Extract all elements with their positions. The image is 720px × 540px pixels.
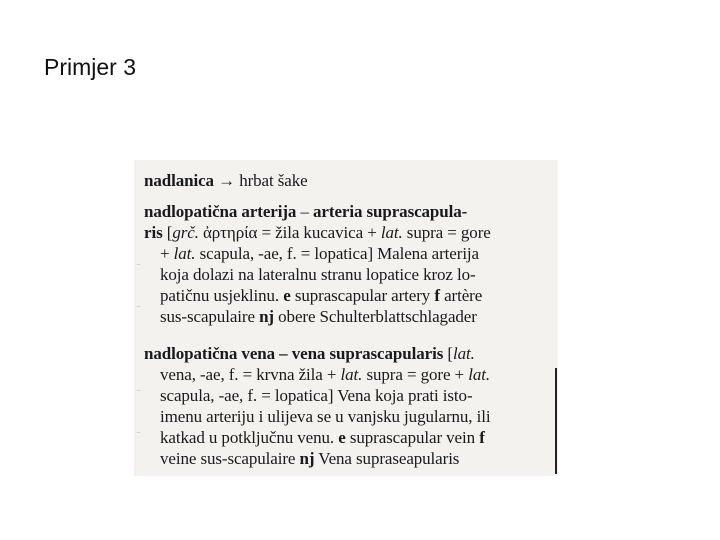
latin-term-continued: ris	[144, 223, 163, 242]
bleed-through-mark: -	[136, 424, 141, 440]
bracket: [	[166, 223, 173, 242]
dictionary-entry-nadlopaticna-arterija	[144, 201, 554, 327]
slide-title: Primjer 3	[44, 54, 137, 80]
entry-headword: nadlopatična vena – vena suprascapularis	[144, 344, 444, 363]
definition-text: koja dolazi na lateralnu stranu lopatice kroz lo-	[160, 265, 476, 284]
translation-text: artère	[444, 286, 483, 305]
bleed-through-mark: -	[136, 298, 141, 314]
language-marker-german: nj	[259, 307, 274, 326]
translation-text: sus-scapulaire	[160, 307, 255, 326]
translation-text: suprascapular artery	[294, 286, 431, 305]
scanned-dictionary-excerpt	[134, 160, 558, 476]
etymology-text: ἀρτηρία = žila kucavica +	[202, 223, 377, 242]
arrow-glyph: →	[218, 171, 236, 190]
translation-text: suprascapular vein	[349, 428, 476, 447]
translation-text: Vena supraseapularis	[318, 449, 460, 468]
etymology-text: supra = gore	[406, 223, 491, 242]
language-abbrev: lat.	[452, 344, 475, 363]
language-abbrev: lat.	[340, 365, 363, 384]
definition-text: scapula, -ae, f. = lopatica] Vena koja prati isto-	[160, 386, 473, 405]
language-marker-french: f	[434, 286, 440, 305]
language-abbrev: lat.	[468, 365, 490, 384]
translation-text: veine sus-scapulaire	[160, 449, 296, 468]
language-marker-french: f	[479, 428, 485, 447]
definition-text: scapula, -ae, f. = lopatica] Malena arterija	[199, 244, 480, 263]
definition-text: katkad u potključnu venu.	[160, 428, 335, 447]
language-marker-english: e	[283, 286, 291, 305]
dictionary-entry-nadlanica	[144, 170, 554, 191]
definition-text: imenu arteriju i ulijeva se u vanjsku jugularnu, ili	[160, 407, 491, 426]
language-marker-english: e	[338, 428, 346, 447]
dictionary-entry-nadlopaticna-vena	[144, 343, 554, 469]
entry-headword: nadlopatična arterija	[144, 202, 297, 221]
definition-text: patičnu usjeklinu.	[160, 286, 280, 305]
scan-border-line	[555, 368, 557, 474]
etymology-text: vena, -ae, f. = krvna žila +	[160, 365, 337, 384]
etymology-text: +	[160, 244, 170, 263]
bleed-through-mark: -	[136, 256, 141, 272]
language-abbrev: lat.	[380, 223, 403, 242]
etymology-text: supra = gore +	[366, 365, 465, 384]
entry-definition: hrbat šake	[239, 171, 308, 190]
language-abbrev: grč.	[172, 223, 199, 242]
latin-term: arteria suprascapula-	[313, 202, 468, 221]
language-marker-german: nj	[299, 449, 315, 468]
bracket: [	[447, 344, 453, 363]
entry-dash: –	[300, 202, 309, 221]
bleed-through-mark: -	[136, 382, 141, 398]
language-abbrev: lat.	[173, 244, 196, 263]
translation-text: obere Schulterblattschlagader	[278, 307, 477, 326]
entry-headword: nadlanica	[144, 171, 214, 190]
